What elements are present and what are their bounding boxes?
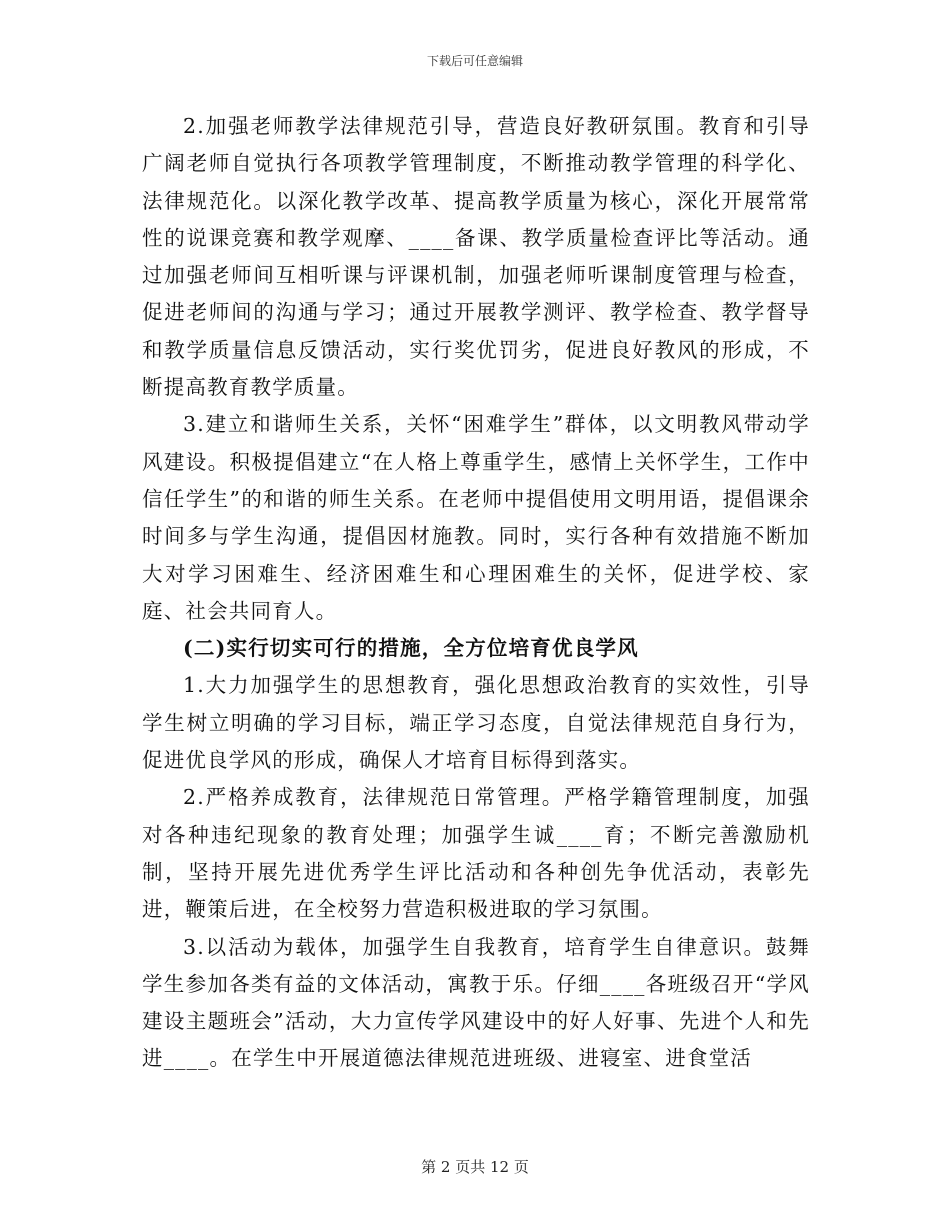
page-header-note: 下载后可任意编辑 [426, 54, 523, 68]
paragraph-ideological-education: 1.大力加强学生的思想教育，强化思想政治教育的实效性，引导学生树立明确的学习目标，端正学习态度，自觉法律规范自身行为，促进优良学风的形成，确保人才培育目标得到落实。 [142, 673, 810, 773]
document-body [142, 108, 810, 1078]
section-heading: (二)实行切实可行的措施，全方位培育优良学风 [183, 636, 639, 661]
page-number: 第 2 页共 12 页 [421, 1158, 529, 1176]
paragraph-activities: 3.以活动为载体，加强学生自我教育，培育学生自律意识。鼓舞学生参加各类有益的文体活动，寓教于乐。仔细____各班级召开“学风建设主题班会”活动，大力宣传学风建设中的好人好事、先进个人和先进____。在学生中开展道德法律规范进班级、进寝室、进食堂活 [142, 934, 810, 1071]
paragraph-habit-management: 2.严格养成教育，法律规范日常管理。严格学籍管理制度，加强对各种违纪现象的教育处理；加强学生诚____育；不断完善激励机制，坚持开展先进优秀学生评比活动和各种创先争优活动，表彰先进，鞭策后进，在全校努力营造积极进取的学习氛围。 [142, 785, 810, 922]
paragraph-teacher-standards: 2.加强老师教学法律规范引导，营造良好教研氛围。教育和引导广阔老师自觉执行各项教学管理制度，不断推动教学管理的科学化、法律规范化。以深化教学改革、提高教学质量为核心，深化开展常常性的说课竞赛和教学观摩、____备课、教学质量检查评比等活动。通过加强老师间互相听课与评课机制，加强老师听课制度管理与检查，促进老师间的沟通与学习；通过开展教学测评、教学检查、教学督导和教学质量信息反馈活动，实行奖优罚劣，促进良好教风的形成，不断提高教育教学质量。 [142, 114, 810, 400]
paragraph-teacher-student-relations: 3.建立和谐师生关系，关怀“困难学生”群体，以文明教风带动学风建设。积极提倡建立“在人格上尊重学生，感情上关怀学生，工作中信任学生”的和谐的师生关系。在老师中提倡使用文明用语，提倡课余时间多与学生沟通，提倡因材施教。同时，实行各种有效措施不断加大对学习困难生、经济困难生和心理困难生的关怀，促进学校、家庭、社会共同育人。 [142, 412, 810, 623]
